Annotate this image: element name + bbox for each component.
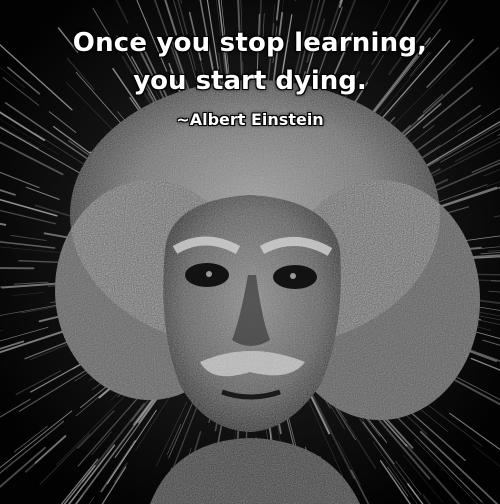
quote-line-2: you start dying. xyxy=(133,66,367,96)
quote-author: ~Albert Einstein xyxy=(176,110,324,129)
quote-line-1: Once you stop learning, xyxy=(72,28,428,58)
